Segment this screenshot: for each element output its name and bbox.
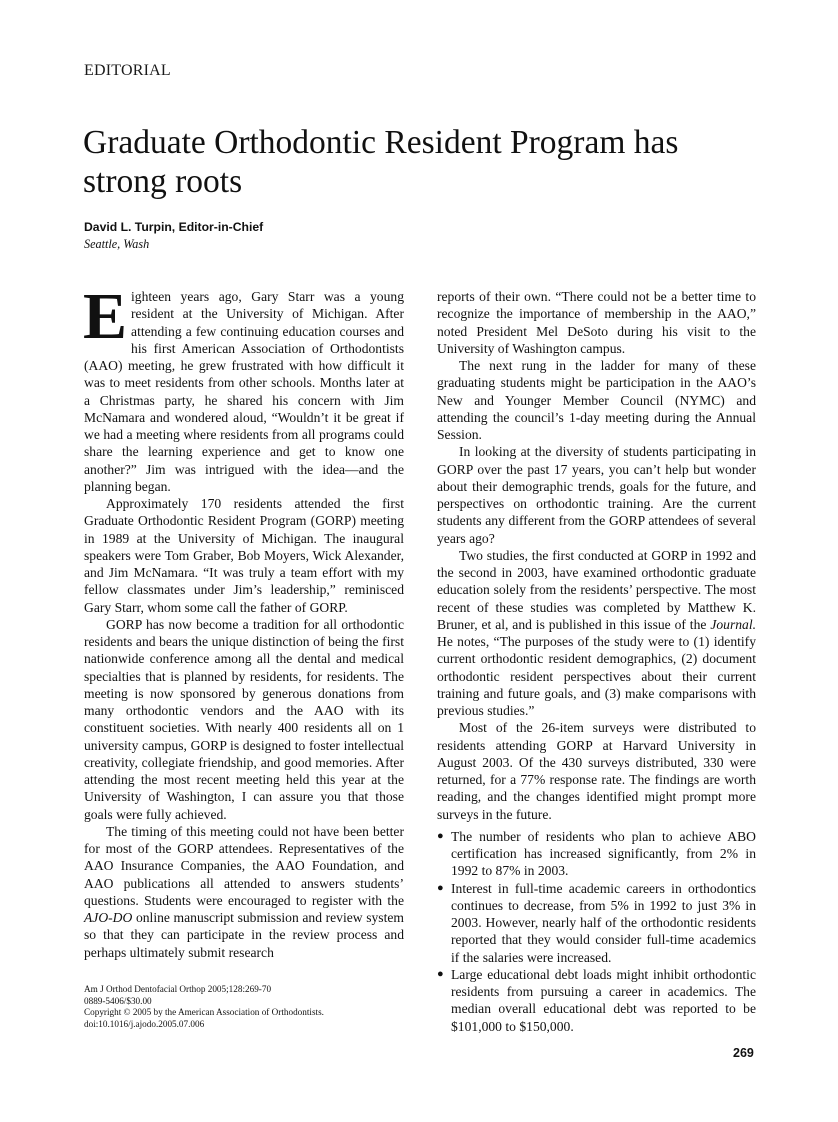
- paragraph-1: [83, 280, 404, 495]
- drop-cap: E: [83, 280, 128, 353]
- finding-item: [437, 828, 756, 880]
- paragraph-4-text-a: The timing of this meeting could not have been better for most of the GORP attendees. Representatives of the AAO Insurance Companies, the AAO Foundation, and AAO publications all attended to answers students’ questions. Students were encouraged to register with the: [84, 823, 404, 908]
- paragraph-7-text-b: He notes, “The purposes of the study were to (1) identify current orthodontic resident demographics, (2) document orthodontic resident perspectives about their current training and future goals, and (3) make comparisons with previous studies.”: [437, 634, 756, 718]
- finding-text: The number of residents who plan to achieve ABO certification has increased significantly, from 2% in 1992 to 87% in 2003.: [451, 828, 756, 879]
- left-column: [83, 280, 404, 961]
- citation-line: Am J Orthod Dentofacial Orthop 2005;128:269-70: [84, 984, 272, 994]
- bullet-icon: ●: [437, 967, 444, 980]
- journal-abbreviation: AJO-DO: [84, 910, 133, 925]
- copyright-line: Copyright © 2005 by the American Association of Orthodontists.: [84, 1007, 324, 1018]
- finding-text: Interest in full-time academic careers in orthodontics continues to decrease, from 5% in 1992 to just 3% in 2003. However, nearly half of the orthodontic residents reported that they would consider full-time academics if the salaries were increased.: [451, 880, 756, 965]
- paragraph-7: [437, 547, 756, 720]
- paragraph-2: Approximately 170 residents attended the first Graduate Orthodontic Resident Program (GORP) meeting in 1989 at the University of Michigan. The inaugural speakers were Tom Graber, Bob Moyers, Wick Alexander, and Jim McNamara. “It was truly a team effort with my fellow classmates under Jim’s leadership,” reminisced Gary Starr, whom some call the father of GORP.: [84, 496, 404, 615]
- section-label: EDITORIAL: [84, 62, 171, 79]
- author-byline: David L. Turpin, Editor-in-Chief: [84, 220, 264, 234]
- paragraph-8: Most of the 26-item surveys were distributed to residents attending GORP at Harvard University in August 2003. Of the 430 surveys distributed, 330 were returned, for a 77% response rate. The findings are worth reading, and the changes identified might prompt more surveys in the future.: [437, 720, 756, 822]
- paragraph-5: The next rung in the ladder for many of these graduating students might be participation in the AAO’s New and Younger Member Council (NYMC) and attending the council’s 1-day meeting during the Annual Session.: [437, 358, 756, 442]
- paragraph-4-continued: reports of their own. “There could not be a better time to recognize the importance of membership in the AAO,” noted President Mel DeSoto during his visit to the University of Washington campus.: [437, 289, 756, 356]
- paragraph-4: [84, 823, 404, 961]
- page-number: 269: [733, 1046, 754, 1060]
- paragraph-7-text-a: Two studies, the first conducted at GORP in 1992 and the second in 2003, have examined orthodontic graduate education solely from the residents’ perspective. The most recent of these studies was completed by Matthew K. Bruner, et al, and is published in this issue of the: [437, 547, 756, 632]
- paragraph-1-text: ighteen years ago, Gary Starr was a young resident at the University of Michigan. After attending a few continuing education courses and his first American Association of Orthodontists (AAO) meeting, he grew frustrated with how difficult it was to meet residents from other schools. Months later at a Christmas party, he shared his concern with Jim McNamara and wondered aloud, “Wouldn’t it be great if we had a meeting where residents from all programs could share the learning experience and get to know one another?” Jim was intrigued with the idea—and the planning began.: [84, 289, 404, 494]
- finding-text: Large educational debt loads might inhibit orthodontic residents from pursuing a career in academics. The median overall educational debt was reported to be $101,000 to $150,000.: [451, 966, 756, 1034]
- paragraph-4-text-b: online manuscript submission and review system so that they can participate in the review process and perhaps ultimately submit research: [84, 910, 404, 960]
- findings-list: [437, 828, 756, 1035]
- bullet-icon: ●: [437, 829, 444, 842]
- bullet-icon: ●: [437, 881, 444, 894]
- author-location: Seattle, Wash: [84, 237, 150, 251]
- finding-item: [437, 880, 756, 966]
- price-line: 0889-5406/$30.00: [84, 995, 152, 1006]
- article-title: Graduate Orthodontic Resident Program has strong roots: [83, 124, 679, 200]
- paragraph-6: In looking at the diversity of students participating in GORP over the past 17 years, you can’t help but wonder about their demographic trends, goals for the future, and perspectives on orthodontic training. Are the current students any different from the GORP attendees of several years ago?: [437, 444, 756, 546]
- journal-name: Journal.: [710, 616, 756, 632]
- finding-item: [437, 966, 756, 1035]
- doi-line: doi:10.1016/j.ajodo.2005.07.006: [84, 1018, 205, 1029]
- right-column: [437, 288, 756, 1035]
- citation-footnote: [84, 984, 414, 1030]
- paragraph-3: GORP has now become a tradition for all orthodontic residents and bears the unique distinction of being the first nationwide conference among all the dental and medical specialties that is planned by residents, for residents. The meeting is now sponsored by generous donations from many orthodontic vendors and the AAO with its constituent societies. With nearly 400 residents all on 1 university campus, GORP is designed to foster intellectual creativity, collegiate friendship, and good memories. After attending the most recent meeting held this year at the University of Washington, I can assure you that those goals were fully achieved.: [84, 616, 404, 822]
